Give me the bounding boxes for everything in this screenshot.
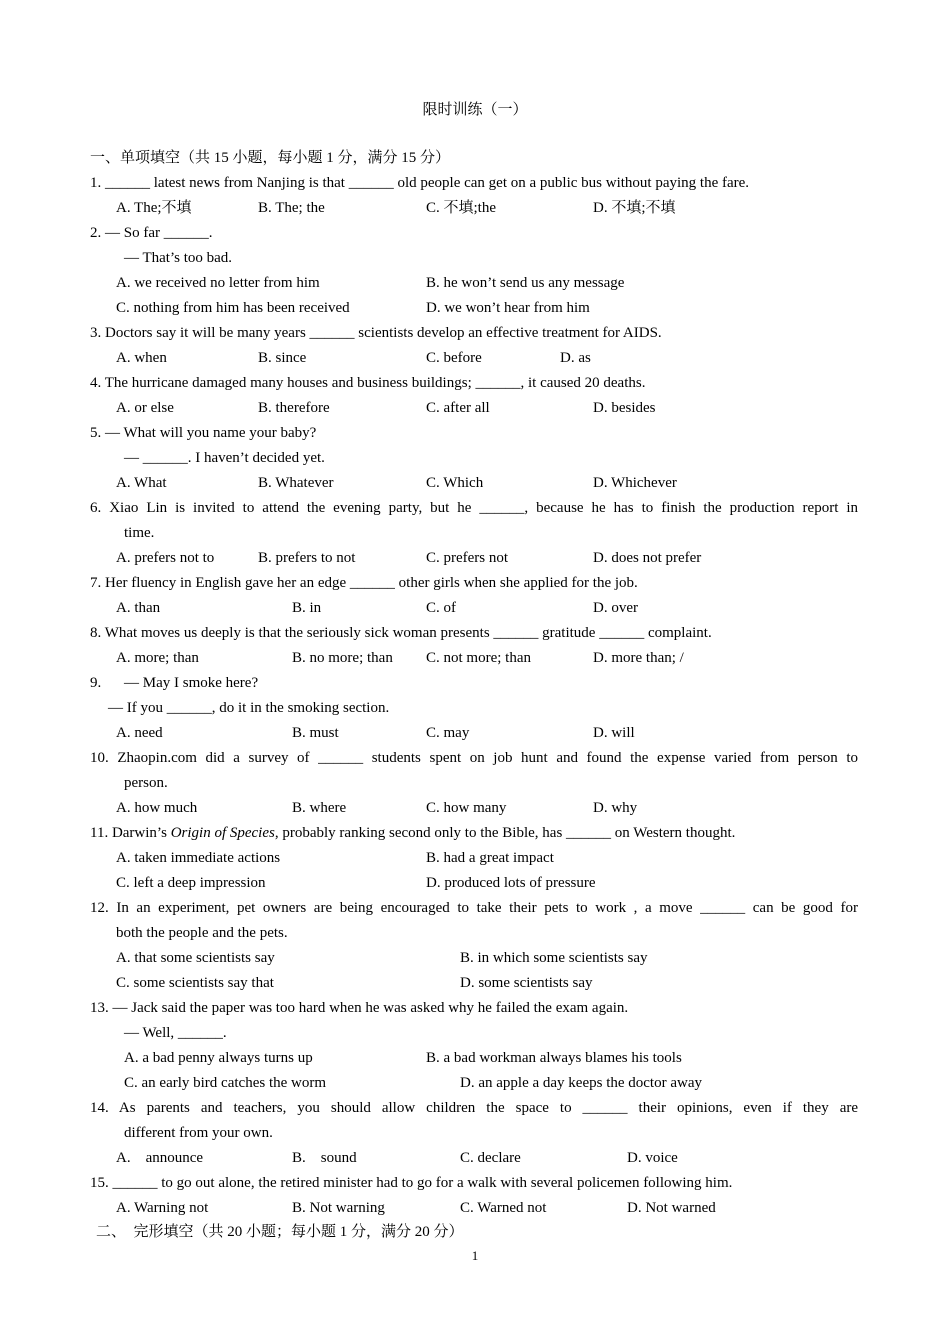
question-5-option-a: A. What (116, 475, 167, 491)
question-7-option-c: C. of (426, 600, 456, 616)
question-7-stem: 7. Her fluency in English gave her an edge ______ other girls when she applied for the job. (90, 575, 638, 591)
question-4-option-d: D. besides (593, 400, 656, 416)
question-14-option-d: D. voice (627, 1150, 678, 1166)
question-3-option-c: C. before (426, 350, 482, 366)
question-3-option-b: B. since (258, 350, 307, 366)
question-1-stem: 1. ______ latest news from Nanjing is that ______ old people can get on a public bus without paying the fare. (90, 175, 750, 191)
question-11-option-a: A. taken immediate actions (116, 850, 281, 866)
question-10-stem: 10. Zhaopin.com did a survey of ______ students spent on job hunt and found the expense varied from person to (90, 750, 858, 766)
question-13-option-c: C. an early bird catches the worm (124, 1075, 327, 1091)
question-5-option-b: B. Whatever (258, 475, 334, 491)
question-11-option-d: D. produced lots of pressure (426, 875, 596, 891)
question-13-option-d: D. an apple a day keeps the doctor away (460, 1075, 702, 1091)
question-7-option-a: A. than (116, 600, 161, 616)
question-10-option-c: C. how many (426, 800, 507, 816)
question-1-option-a: A. The;不填 (116, 200, 192, 216)
question-4-option-a: A. or else (116, 400, 174, 416)
question-3-stem: 3. Doctors say it will be many years ______ scientists develop an effective treatment for AIDS. (90, 325, 662, 341)
question-2-stem: 2. — So far ______. (90, 225, 213, 241)
question-2-option-a: A. we received no letter from him (116, 275, 320, 291)
question-2-option-b: B. he won’t send us any message (426, 275, 625, 291)
question-10-option-d: D. why (593, 800, 638, 816)
book-title: Origin of Species (170, 825, 275, 841)
question-15-option-b: B. Not warning (292, 1200, 385, 1216)
question-2-option-c: C. nothing from him has been received (116, 300, 350, 316)
question-6-option-d: D. does not prefer (593, 550, 702, 566)
question-9-option-b: B. must (292, 725, 339, 741)
question-4-option-c: C. after all (426, 400, 490, 416)
question-6-option-b: B. prefers to not (258, 550, 356, 566)
question-11-stem (90, 823, 735, 843)
question-14-stem: 14. As parents and teachers, you should allow children the space to ______ their opinions, even if they are (90, 1100, 858, 1116)
question-12-stem: 12. In an experiment, pet owners are being encouraged to take their pets to work , a move ______ can be good for (90, 900, 858, 916)
question-4-stem: 4. The hurricane damaged many houses and business buildings; ______, it caused 20 deaths. (90, 375, 646, 391)
question-1-option-c: C. 不填;the (426, 200, 496, 216)
question-8-option-b: B. no more; than (292, 650, 393, 666)
question-7-option-d: D. over (593, 600, 638, 616)
question-15-stem: 15. ______ to go out alone, the retired minister had to go for a walk with several policemen following him. (90, 1175, 733, 1191)
question-12-option-b: B. in which some scientists say (460, 950, 648, 966)
question-6-stem-continued: time. (124, 525, 155, 541)
question-13-stem: 13. — Jack said the paper was too hard when he was asked why he failed the exam again. (90, 1000, 629, 1016)
section-heading-2: 二、 完形填空（共 20 小题；每小题 1 分，满分 20 分） (96, 1224, 464, 1240)
question-15-option-c: C. Warned not (460, 1200, 547, 1216)
question-14-stem-continued: different from your own. (124, 1125, 273, 1141)
question-6-option-a: A. prefers not to (116, 550, 215, 566)
question-8-option-a: A. more; than (116, 650, 199, 666)
question-2-option-d: D. we won’t hear from him (426, 300, 590, 316)
question-13-option-b: B. a bad workman always blames his tools (426, 1050, 682, 1066)
question-14-option-a: A. announce (116, 1150, 204, 1166)
question-12-option-c: C. some scientists say that (116, 975, 274, 991)
question-11-stem-end: , probably ranking second only to the Bible, has ______ on Western thought. (274, 825, 736, 841)
question-9-option-a: A. need (116, 725, 163, 741)
question-10-option-b: B. where (292, 800, 347, 816)
question-11-stem-start: 11. Darwin’s (90, 825, 171, 841)
question-3-option-a: A. when (116, 350, 167, 366)
question-6-stem: 6. Xiao Lin is invited to attend the evening party, but he ______, because he has to finish the production report in (90, 500, 858, 516)
question-11-option-c: C. left a deep impression (116, 875, 266, 891)
question-9-option-c: C. may (426, 725, 470, 741)
question-9-number: 9. (90, 675, 102, 691)
question-4-option-b: B. therefore (258, 400, 330, 416)
question-8-option-d: D. more than; / (593, 650, 684, 666)
question-10-option-a: A. how much (116, 800, 198, 816)
question-13-option-a: A. a bad penny always turns up (124, 1050, 313, 1066)
question-9-option-d: D. will (593, 725, 635, 741)
question-8-option-c: C. not more; than (426, 650, 531, 666)
question-12-option-d: D. some scientists say (460, 975, 593, 991)
question-9-reply: — If you ______, do it in the smoking section. (108, 700, 390, 716)
question-8-stem: 8. What moves us deeply is that the seriously sick woman presents ______ gratitude ______ complaint. (90, 625, 712, 641)
question-1-option-b: B. The; the (258, 200, 325, 216)
question-15-option-d: D. Not warned (627, 1200, 716, 1216)
question-2-reply: — That’s too bad. (124, 250, 233, 266)
question-11-option-b: B. had a great impact (426, 850, 554, 866)
question-5-option-c: C. Which (426, 475, 484, 491)
question-1-option-d: D. 不填;不填 (593, 200, 676, 216)
question-10-stem-continued: person. (124, 775, 168, 791)
question-9-stem: — May I smoke here? (124, 675, 259, 691)
section-heading-1: 一、单项填空（共 15 小题，每小题 1 分，满分 15 分） (90, 150, 451, 166)
question-15-option-a: A. Warning not (116, 1200, 209, 1216)
question-5-option-d: D. Whichever (593, 475, 677, 491)
question-12-option-a: A. that some scientists say (116, 950, 275, 966)
question-3-option-d: D. as (560, 350, 591, 366)
page-number: 1 (471, 1248, 479, 1263)
question-14-option-c: C. declare (460, 1150, 521, 1166)
question-7-option-b: B. in (292, 600, 322, 616)
question-14-option-b: B. sound (292, 1150, 357, 1166)
question-6-option-c: C. prefers not (426, 550, 509, 566)
question-5-reply: — ______. I haven’t decided yet. (124, 450, 325, 466)
question-5-stem: 5. — What will you name your baby? (90, 425, 317, 441)
question-12-stem-continued: both the people and the pets. (116, 925, 288, 941)
question-13-reply: — Well, ______. (124, 1025, 227, 1041)
page-title: 限时训练（一） (422, 102, 528, 118)
